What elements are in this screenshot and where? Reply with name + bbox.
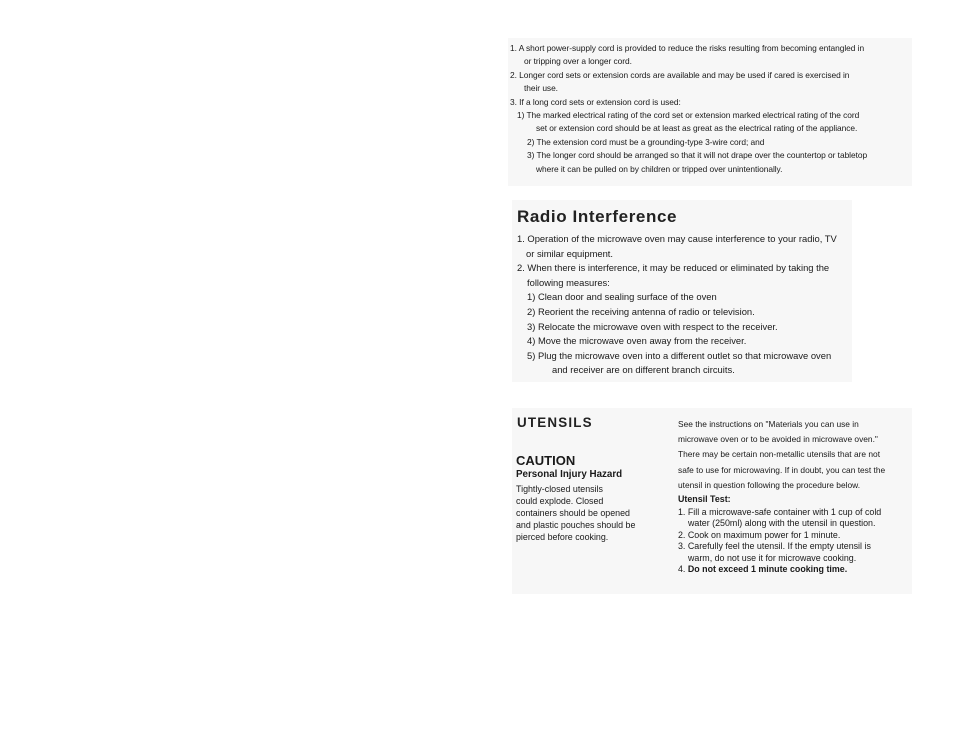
test-step: water (250ml) along with the utensil in question. xyxy=(688,518,876,529)
instructions-line: See the instructions on "Materials you can use in xyxy=(678,419,859,429)
radio-interference-heading: Radio Interference xyxy=(517,207,678,226)
radio-interference-instructions xyxy=(517,232,897,378)
instructions-line: microwave oven or to be avoided in microwave oven." xyxy=(678,434,878,445)
radio-line: following measures: xyxy=(527,276,610,288)
cord-line: 2) The extension cord must be a grounding-type 3-wire cord; and xyxy=(527,136,765,147)
utensils-heading: UTENSILS xyxy=(517,415,593,430)
caution-line: Tightly-closed utensils xyxy=(516,484,603,494)
caution-line: could explode. Closed xyxy=(516,496,604,506)
test-step: 1. Fill a microwave-safe container with 1 cup of cold xyxy=(678,507,882,517)
radio-line: 2) Reorient the receiving antenna of radio or television. xyxy=(527,305,755,317)
caution-line: pierced before cooking. xyxy=(516,532,609,542)
caution-line: and plastic pouches should be xyxy=(516,520,636,530)
test-step-last xyxy=(678,564,913,575)
radio-line: 3) Relocate the microwave oven with respect to the receiver. xyxy=(527,320,778,332)
test-step: warm, do not use it for microwave cooking. xyxy=(688,552,857,563)
instructions-line: safe to use for microwaving. If in doubt, you can test the xyxy=(678,464,886,475)
radio-line: or similar equipment. xyxy=(526,247,614,259)
cord-line: 2. Longer cord sets or extension cords are available and may be used if cared is exercised in xyxy=(510,69,850,80)
cord-line: their use. xyxy=(524,83,558,94)
test-step-number: 4. xyxy=(678,564,686,575)
utensil-test-steps xyxy=(678,507,913,575)
cord-line: set or extension cord should be at least as great as the electrical rating of the appliance. xyxy=(536,123,858,134)
cord-line: 1) The marked electrical rating of the cord set or extension marked electrical rating of the cord xyxy=(517,110,860,121)
caution-line: containers should be opened xyxy=(516,508,630,518)
radio-line: 2. When there is interference, it may be reduced or eliminated by taking the xyxy=(517,262,830,274)
test-step-warning: Do not exceed 1 minute cooking time. xyxy=(687,564,848,575)
test-step: 2. Cook on maximum power for 1 minute. xyxy=(678,529,841,540)
personal-injury-hazard-heading: Personal Injury Hazard xyxy=(516,469,623,480)
cord-line: 3) The longer cord should be arranged so that it will not drape over the countertop or tabletop xyxy=(527,150,868,161)
radio-line: and receiver are on different branch circuits. xyxy=(552,364,735,376)
test-step: 3. Carefully feel the utensil. If the empty utensil is xyxy=(678,541,871,552)
instructions-line: There may be certain non-metallic utensils that are not xyxy=(678,449,881,460)
cord-line: 1. A short power-supply cord is provided to reduce the risks resulting from becoming entangled in xyxy=(510,43,865,53)
instructions-line: utensil in question following the procedure below. xyxy=(678,479,861,490)
power-cord-instructions xyxy=(510,42,910,176)
caution-heading: CAUTION xyxy=(516,453,576,468)
radio-line: 1. Operation of the microwave oven may cause interference to your radio, TV xyxy=(517,233,837,244)
radio-line: 5) Plug the microwave oven into a different outlet so that microwave oven xyxy=(527,349,832,361)
radio-line: 1) Clean door and sealing surface of the oven xyxy=(527,291,717,303)
cord-line: or tripping over a longer cord. xyxy=(524,56,632,67)
utensil-test-heading: Utensil Test: xyxy=(678,494,731,504)
radio-line: 4) Move the microwave oven away from the receiver. xyxy=(527,335,747,347)
cord-line: 3. If a long cord sets or extension cord is used: xyxy=(510,96,681,107)
cord-line: where it can be pulled on by children or tripped over unintentionally. xyxy=(536,163,783,174)
utensil-instructions xyxy=(678,417,913,493)
caution-text xyxy=(516,483,666,543)
